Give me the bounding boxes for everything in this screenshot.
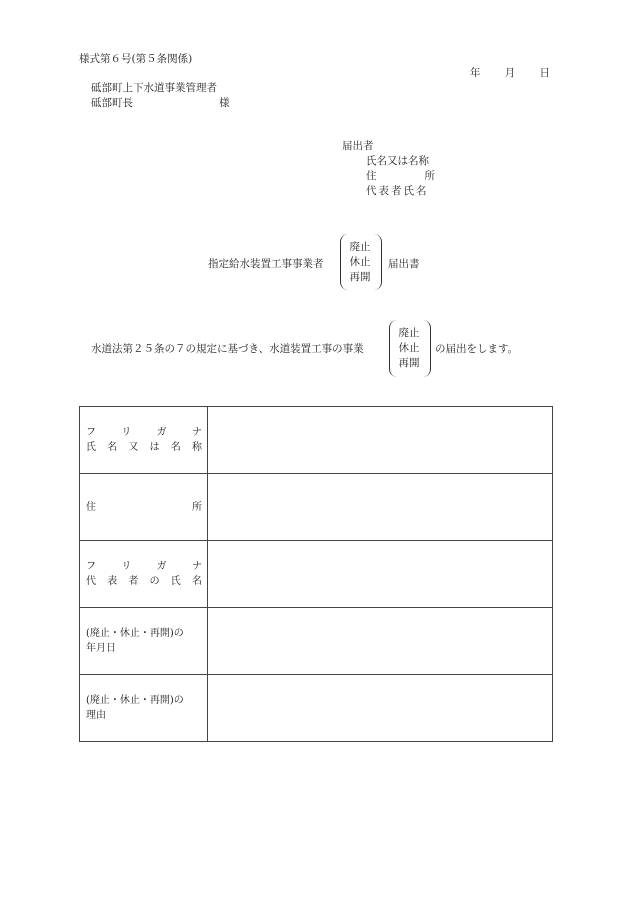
- address-char-2: 所: [424, 170, 435, 182]
- statement-option-resume: 再開: [398, 357, 420, 369]
- applicant-title: 届出者: [342, 140, 374, 152]
- doc-title-option-resume: 再開: [349, 271, 371, 283]
- date-line: [470, 67, 550, 80]
- label-reason: (廃止・休止・再開)の 理由: [80, 675, 208, 742]
- addressee-honorific: 様: [219, 97, 230, 109]
- doc-title-option-suspend: 休止: [349, 256, 371, 268]
- statement-suffix: の届出をします。: [435, 343, 519, 355]
- form-number: 様式第６号(第５条関係): [79, 53, 193, 65]
- name-field[interactable]: [208, 407, 553, 474]
- date-year-label: 年: [470, 67, 481, 79]
- label-date: (廃止・休止・再開)の 年月日: [80, 608, 208, 675]
- applicant-representative-label: 代表者氏名: [366, 185, 429, 197]
- doc-title-suffix: 届出書: [388, 258, 420, 270]
- label-name-or-title: 氏 名 又 は 名 称: [86, 442, 202, 453]
- addressee-line1: 砥部町上下水道事業管理者: [91, 82, 217, 94]
- table-row-name: [80, 407, 553, 474]
- applicant-name-label: 氏名又は名称: [366, 155, 429, 167]
- doc-title-option-abolish: 廃止: [349, 241, 371, 253]
- doc-title-options: [340, 240, 380, 285]
- date-day-label: 日: [539, 67, 550, 79]
- doc-title-prefix: 指定給水装置工事事業者: [208, 258, 324, 270]
- table-row-date: [80, 608, 553, 675]
- date-field[interactable]: [208, 608, 553, 675]
- label-representative: [80, 541, 208, 608]
- table-row-representative: [80, 541, 553, 608]
- representative-field[interactable]: [208, 541, 553, 608]
- label-name: [80, 407, 208, 474]
- table-row-reason: [80, 675, 553, 742]
- reason-field[interactable]: [208, 675, 553, 742]
- statement-options: [389, 326, 429, 371]
- date-month-label: 月: [504, 67, 516, 79]
- application-table: [79, 406, 553, 742]
- label-representative-furigana: フ リ ガ ナ: [86, 561, 202, 572]
- statement-option-suspend: 休止: [398, 342, 420, 354]
- label-representative-name: 代 表 者 の 氏 名: [86, 576, 202, 587]
- address-field[interactable]: [208, 474, 553, 541]
- table-row-address: [80, 474, 553, 541]
- addressee-line2: 砥部町長: [91, 97, 133, 109]
- statement-option-abolish: 廃止: [398, 327, 420, 339]
- statement-prefix: 水道法第２５条の７の規定に基づき、水道装置工事の事業: [91, 343, 364, 355]
- applicant-address-label: [366, 170, 435, 183]
- label-address: 住 所: [80, 474, 208, 541]
- label-furigana: フ リ ガ ナ: [86, 427, 202, 438]
- address-char-1: 住: [366, 170, 377, 182]
